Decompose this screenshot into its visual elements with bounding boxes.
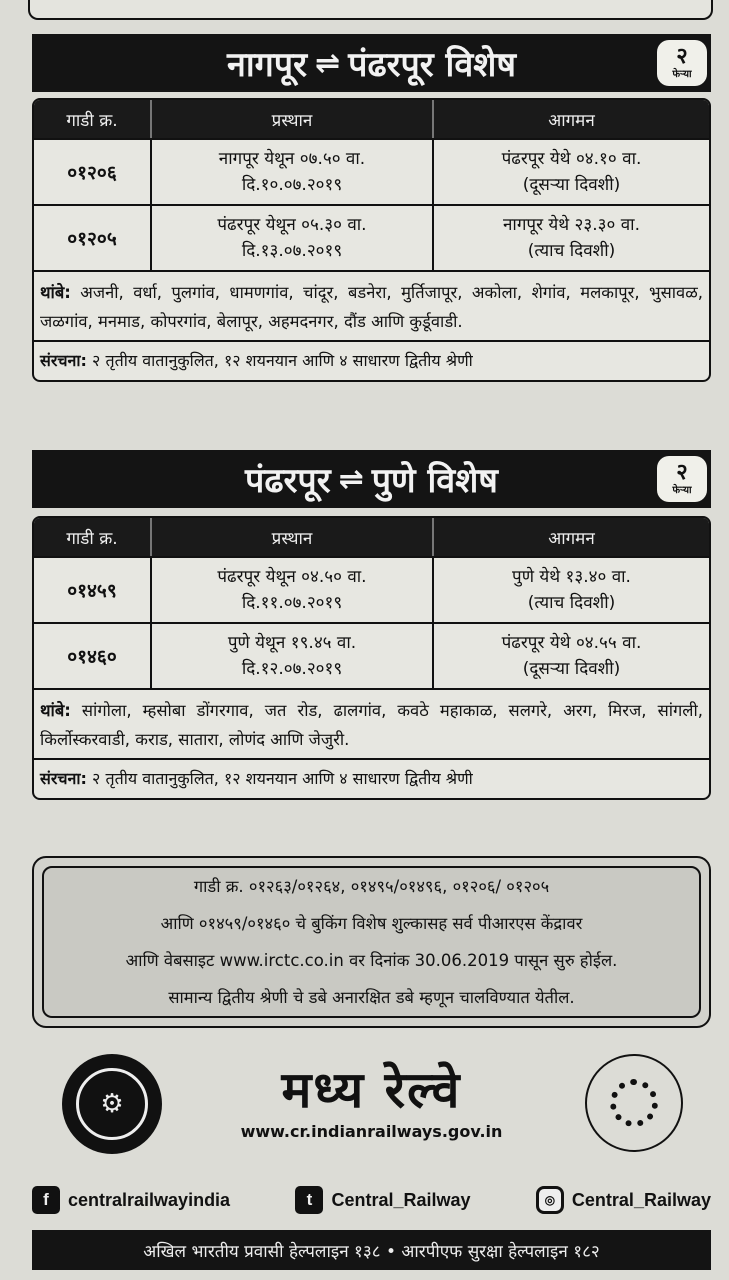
badge-unit: फेऱ्या <box>672 485 692 496</box>
table-header <box>34 518 709 556</box>
instagram-icon: ◎ <box>536 1186 564 1214</box>
departure-date: दि.१२.०७.२०१९ <box>241 659 343 679</box>
stops-list: अजनी, वर्धा, पुलगांव, धामणगांव, चांदूर, बडनेरा, मुर्तिजापूर, अकोला, शेगांव, मलकापूर, भुसावळ, जळगांव, मनमाड, कोपरगांव, बेलापूर, अहमदनगर, दौंड आणि कुर्डूवाडी. <box>40 283 703 331</box>
section-2-title-to: पुणे विशेष <box>371 461 498 501</box>
section-1-timetable <box>32 98 711 382</box>
brand-block <box>172 1060 571 1141</box>
stops-list: सांगोला, म्हसोबा डोंगरगाव, जत रोड, ढालगांव, कवठे महाकाळ, सलगरे, अरग, मिरज, सांगली, किर्लोस्करवाडी, कराड, सातारा, लोणंद आणि जेजुरी. <box>40 701 704 749</box>
booking-note-inner <box>42 866 701 1018</box>
table-row <box>34 138 709 204</box>
arrival-time: पंढरपूर येथे ०४.१० वा. <box>501 149 642 169</box>
arrival-cell <box>432 140 709 204</box>
badge-number: २ <box>676 460 688 485</box>
departure-cell <box>150 140 432 204</box>
arrival-time: पंढरपूर येथे ०४.५५ वा. <box>501 633 642 653</box>
double-arrow-icon: ⇌ <box>338 461 364 497</box>
departure-cell <box>150 206 432 270</box>
departure-date: दि.१३.०७.२०१९ <box>241 241 343 261</box>
arrival-day: (दूसऱ्या दिवशी) <box>522 659 621 679</box>
twitter-icon: t <box>295 1186 323 1214</box>
arrival-cell <box>432 624 709 688</box>
instagram-link[interactable] <box>536 1186 711 1214</box>
composition-text: २ तृतीय वातानुकुलित, १२ शयनयान आणि ४ साधारण द्वितीय श्रेणी <box>92 351 473 370</box>
arrival-cell <box>432 206 709 270</box>
twitter-handle: Central_Railway <box>331 1189 471 1210</box>
composition-text: २ तृतीय वातानुकुलित, १२ शयनयान आणि ४ साधारण द्वितीय श्रेणी <box>92 769 473 788</box>
departure-date: दि.११.०७.२०१९ <box>241 593 343 613</box>
note-line: गाडी क्र. ०१२६३/०१२६४, ०१४९५/०१४९६, ०१२०६/ ०१२०५ <box>193 877 550 896</box>
table-row <box>34 622 709 688</box>
header-train-no: गाडी क्र. <box>66 110 118 131</box>
stops-row <box>34 688 709 758</box>
section-2-header <box>32 450 711 508</box>
ek-bharat-shreshtha-bharat-logo-icon <box>585 1054 683 1152</box>
train-number: ०१२०५ <box>67 228 117 250</box>
booking-note <box>32 856 711 1028</box>
section-1-title-to: पंढरपूर विशेष <box>348 45 517 85</box>
section-2-trips-badge <box>657 456 707 502</box>
header-arrival: आगमन <box>432 100 709 138</box>
previous-section-edge <box>28 0 713 20</box>
departure-cell <box>150 558 432 622</box>
social-links <box>32 1180 711 1220</box>
arrival-time: पुणे येथे १३.४० वा. <box>512 567 631 587</box>
facebook-handle: centralrailwayindia <box>68 1189 231 1210</box>
website-link[interactable]: www.cr.indianrailways.gov.in <box>240 1122 503 1141</box>
section-2-title-from: पंढरपूर <box>245 461 331 501</box>
indian-railways-emblem-icon: ⚙ <box>62 1054 162 1154</box>
note-line: सामान्य द्वितीय श्रेणी चे डबे अनारक्षित डबे म्हणून चालविण्यात येतील. <box>168 988 575 1007</box>
table-row <box>34 204 709 270</box>
instagram-handle: Central_Railway <box>571 1189 711 1210</box>
table-row <box>34 556 709 622</box>
section-1-header <box>32 34 711 92</box>
note-line: आणि वेबसाइट www.irctc.co.in वर दिनांक 30.06.2019 पासून सुरु होईल. <box>125 951 618 970</box>
double-arrow-icon: ⇌ <box>315 45 341 81</box>
stops-label: थांबे: <box>40 283 71 302</box>
header-departure: प्रस्थान <box>150 518 432 556</box>
composition-row <box>34 758 709 798</box>
departure-time: नागपूर येथून ०७.५० वा. <box>218 149 366 169</box>
facebook-link[interactable] <box>32 1186 230 1214</box>
twitter-link[interactable] <box>295 1186 470 1214</box>
departure-time: पुणे येथून १९.४५ वा. <box>227 633 357 653</box>
section-1-trips-badge <box>657 40 707 86</box>
departure-time: पंढरपूर येथून ०५.३० वा. <box>217 215 367 235</box>
badge-unit: फेऱ्या <box>672 69 692 80</box>
arrival-day: (त्याच दिवशी) <box>527 593 616 613</box>
departure-time: पंढरपूर येथून ०४.५० वा. <box>217 567 367 587</box>
arrival-day: (दूसऱ्या दिवशी) <box>522 175 621 195</box>
arrival-time: नागपूर येथे २३.३० वा. <box>503 215 640 235</box>
footer-branding <box>32 1036 711 1164</box>
header-train-no: गाडी क्र. <box>66 528 118 549</box>
facebook-icon: f <box>32 1186 60 1214</box>
arrival-cell <box>432 558 709 622</box>
composition-label: संरचना: <box>40 769 87 788</box>
train-number: ०१२०६ <box>67 162 117 184</box>
section-2-timetable <box>32 516 711 800</box>
header-departure: प्रस्थान <box>150 100 432 138</box>
section-1-title-from: नागपूर <box>226 45 307 85</box>
stops-label: थांबे: <box>40 701 71 720</box>
train-number: ०१४६० <box>67 646 117 668</box>
stops-row <box>34 270 709 340</box>
composition-row <box>34 340 709 380</box>
table-header <box>34 100 709 138</box>
departure-date: दि.१०.०७.२०१९ <box>241 175 343 195</box>
departure-cell <box>150 624 432 688</box>
train-number: ०१४५९ <box>67 580 117 602</box>
brand-name: मध्य रेल्वे <box>281 1061 462 1119</box>
arrival-day: (त्याच दिवशी) <box>527 241 616 261</box>
composition-label: संरचना: <box>40 351 87 370</box>
note-line: आणि ०१४५९/०१४६० चे बुकिंग विशेष शुल्कासह सर्व पीआरएस केंद्रावर <box>160 914 583 933</box>
badge-number: २ <box>676 44 688 69</box>
header-arrival: आगमन <box>432 518 709 556</box>
helpline-banner: अखिल भारतीय प्रवासी हेल्पलाइन १३८ • आरपीएफ सुरक्षा हेल्पलाइन १८२ <box>32 1230 711 1270</box>
